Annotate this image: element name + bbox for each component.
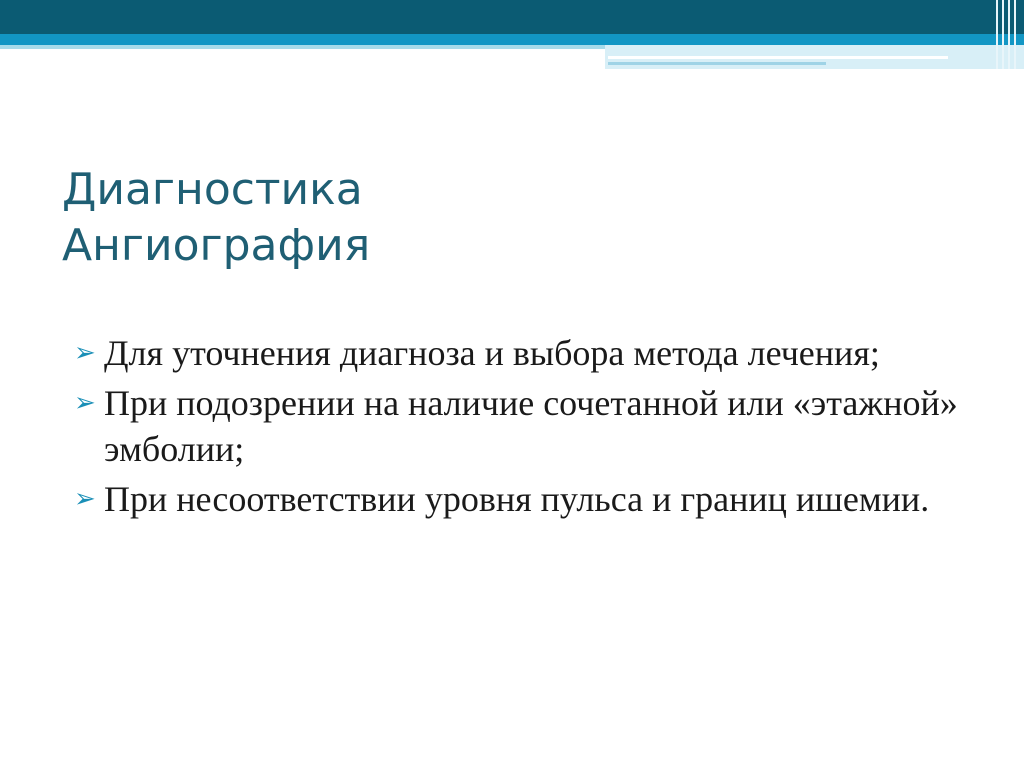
header-vertical-stripe: [996, 0, 998, 69]
header-vertical-stripe: [1008, 0, 1010, 69]
header-vertical-stripe: [1002, 0, 1004, 69]
bullet-item: [74, 330, 974, 376]
header-vertical-stripe: [1014, 0, 1016, 69]
title-line: Ангиография: [62, 220, 371, 271]
bullet-item: [74, 380, 974, 472]
bullet-text: При несоответствии уровня пульса и границ ишемии.: [104, 479, 930, 519]
slide-title: [62, 162, 962, 274]
header-band-accent: [0, 34, 1024, 45]
bullet-text: При подозрении на наличие сочетанной или «этажной» эмболии;: [104, 383, 958, 469]
bullet-text: Для уточнения диагноза и выбора метода лечения;: [104, 333, 880, 373]
bullet-item: [74, 476, 974, 522]
arrow-right-icon: ➢: [74, 484, 96, 514]
header-band-dark: [0, 0, 1024, 34]
arrow-right-icon: ➢: [74, 338, 96, 368]
header-stripe: [608, 56, 948, 59]
arrow-right-icon: ➢: [74, 388, 96, 418]
bullet-list: [74, 330, 974, 526]
header-stripe: [608, 62, 826, 65]
header-band-thin: [0, 45, 605, 49]
title-line: Диагностика: [62, 164, 363, 215]
